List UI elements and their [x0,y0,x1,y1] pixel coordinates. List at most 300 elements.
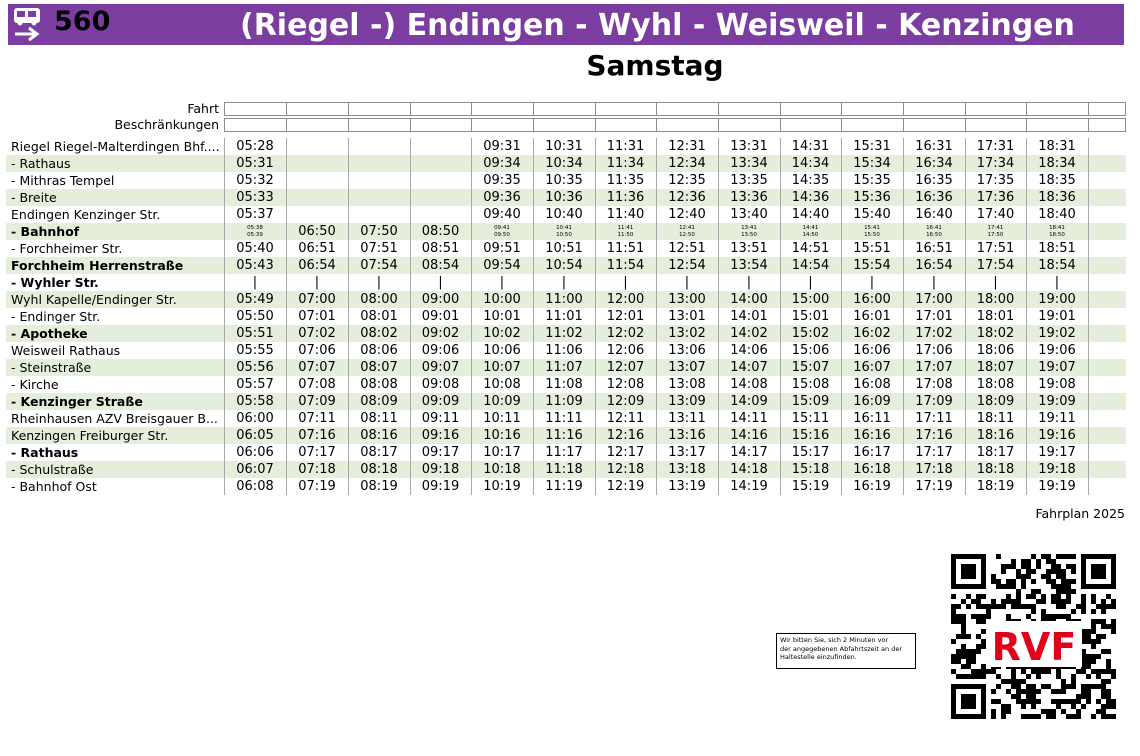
time-cell: 15:18 [791,462,830,477]
time-cell: 08:16 [360,428,398,443]
departure-time: 17:50 [987,231,1004,238]
time-cell: 12:36 [668,190,706,205]
time-cell: 14:02 [730,326,768,341]
time-cell: 19:06 [1038,343,1076,358]
time-cell: 13:35 [730,173,768,188]
time-cell [533,223,595,240]
time-cell: 11:34 [606,156,645,171]
time-cell: 17:06 [915,343,953,358]
time-cell: 07:06 [298,343,336,358]
time-cell: 19:17 [1038,445,1076,460]
time-cell: 13:08 [668,377,706,392]
time-cell: 14:11 [730,411,768,426]
header-cell [286,118,349,132]
stop-name: - Schulstraße [11,462,94,477]
time-cell: 14:09 [730,394,768,409]
time-cell: 06:50 [298,224,336,239]
stop-row [0,189,1140,206]
time-cell: 05:37 [236,207,274,222]
time-cell: 17:11 [915,411,953,426]
time-cell: 18:17 [976,445,1015,460]
time-cell: 12:11 [606,411,645,426]
time-cell: 14:36 [791,190,830,205]
time-cell: 10:34 [545,156,583,171]
time-cell: 11:08 [545,377,583,392]
time-cell: 10:19 [483,479,521,494]
time-cell: 12:16 [606,428,645,443]
stop-name: Weisweil Rathaus [11,343,121,358]
day-label: Samstag [586,49,724,82]
time-cell: 09:06 [421,343,460,358]
time-cell: 12:01 [606,309,645,324]
time-cell: 11:31 [606,139,645,154]
stop-row [0,240,1140,257]
time-cell: 05:51 [236,326,274,341]
time-cell: 08:51 [421,241,460,256]
time-cell: 12:34 [668,156,706,171]
time-cell: 14:00 [730,292,768,307]
stop-name: Forchheim Herrenstraße [11,258,184,273]
column-line [1088,138,1089,495]
time-cell: 06:51 [298,241,336,256]
time-cell: 11:02 [545,326,583,341]
stop-name: Endingen Kenzinger Str. [11,207,161,222]
column-line [965,138,966,495]
time-cell: 13:54 [730,258,768,273]
time-cell: 13:40 [730,207,768,222]
time-cell: 09:08 [421,377,460,392]
departure-time: 14:50 [802,231,819,238]
time-cell: 16:19 [853,479,891,494]
time-cell: 16:07 [853,360,891,375]
time-cell: 10:54 [545,258,583,273]
stop-name: Kenzingen Freiburger Str. [11,428,169,443]
time-cell: 12:35 [668,173,706,188]
time-cell: 08:06 [360,343,398,358]
arrival-time: 10:41 [556,225,572,231]
header-cell [965,102,1027,116]
time-cell: 07:09 [298,394,336,409]
arrival-time: 11:41 [617,225,634,231]
time-cell: 15:00 [791,292,830,307]
time-cell: 06:00 [236,411,274,426]
time-cell: 16:00 [853,292,891,307]
time-cell: 19:18 [1038,462,1076,477]
time-cell: 10:40 [545,207,583,222]
time-cell: 05:32 [236,173,274,188]
time-cell [595,223,656,240]
time-cell: 19:09 [1038,394,1076,409]
header-cell [656,102,719,116]
time-cell: | [252,275,258,290]
time-cell: 07:19 [298,479,336,494]
time-cell: 05:49 [236,292,274,307]
stop-name: - Bahnhof Ost [11,479,97,494]
time-cell: 10:09 [483,394,521,409]
stop-row [0,206,1140,223]
time-cell: 16:08 [853,377,891,392]
header-cell [780,118,842,132]
time-cell [780,223,841,240]
time-cell: 07:11 [298,411,336,426]
time-cell: 10:36 [545,190,583,205]
departure-time: 10:50 [556,231,572,238]
departure-time: 09:50 [494,231,510,238]
time-cell [348,172,410,189]
time-cell: 17:01 [915,309,953,324]
time-cell: 18:00 [976,292,1015,307]
timetable [0,138,1140,495]
time-cell: 13:06 [668,343,706,358]
time-cell: 14:34 [791,156,830,171]
time-cell: 07:18 [298,462,336,477]
header-cell [595,118,657,132]
time-cell: 16:02 [853,326,891,341]
time-cell: 13:09 [668,394,706,409]
header-cell [1088,118,1126,132]
header-cell [533,102,596,116]
time-cell [410,138,471,155]
time-cell: 09:16 [421,428,460,443]
time-cell: 19:08 [1038,377,1076,392]
time-cell: 18:18 [976,462,1015,477]
time-cell: 11:09 [545,394,583,409]
stop-row [0,342,1140,359]
time-cell: 09:01 [421,309,460,324]
time-cell: 09:18 [421,462,460,477]
departure-time: 05:39 [247,231,263,238]
time-cell: 11:19 [545,479,583,494]
header-cell [471,118,534,132]
time-cell: 18:01 [976,309,1015,324]
time-cell: 12:31 [668,139,706,154]
time-cell: 10:07 [483,360,521,375]
arrival-time: 14:41 [802,225,819,231]
time-cell: 07:54 [360,258,398,273]
time-cell: 15:35 [853,173,891,188]
stop-row [0,155,1140,172]
arrival-time: 17:41 [987,225,1004,231]
arrival-time: 16:41 [926,225,942,231]
time-cell: 16:35 [915,173,953,188]
column-line [903,138,904,495]
time-cell: 12:08 [606,377,645,392]
time-cell: 15:08 [791,377,830,392]
time-cell: 11:07 [545,360,583,375]
stop-row [0,410,1140,427]
time-cell: 09:34 [483,156,521,171]
time-cell: 08:09 [360,394,398,409]
time-cell: 16:51 [915,241,953,256]
column-line [1026,138,1027,495]
time-cell: 18:51 [1038,241,1076,256]
time-cell: 10:02 [483,326,521,341]
time-cell: 08:50 [421,224,460,239]
header-cell [595,102,657,116]
bus-icon [12,6,42,42]
time-cell: 11:36 [606,190,645,205]
stop-row [0,172,1140,189]
time-cell: 10:01 [483,309,521,324]
time-cell: 05:50 [236,309,274,324]
time-cell: 10:18 [483,462,521,477]
time-cell: 05:56 [236,360,274,375]
stop-row [0,427,1140,444]
column-line [286,138,287,495]
departure-time: 12:50 [679,231,695,238]
time-cell: 07:51 [360,241,398,256]
header-cell [471,102,534,116]
time-cell: 14:35 [791,173,830,188]
time-cell: 16:31 [915,139,953,154]
time-cell: 17:16 [915,428,953,443]
time-cell: 19:11 [1038,411,1076,426]
arrival-time: 09:41 [494,225,510,231]
time-cell: 11:16 [545,428,583,443]
restrictions-label: Beschränkungen [114,117,219,132]
header-cell [780,102,842,116]
time-cell: 08:18 [360,462,398,477]
time-cell: 09:35 [483,173,521,188]
time-cell: 17:36 [976,190,1015,205]
time-cell: 12:17 [606,445,645,460]
time-cell: 10:51 [545,241,583,256]
time-cell: | [808,275,813,290]
time-cell: | [499,275,505,290]
time-cell: | [1054,275,1060,290]
arrival-time: 13:41 [741,225,757,231]
time-cell: 19:19 [1038,479,1076,494]
column-line [780,138,781,495]
time-cell: 09:00 [421,292,460,307]
time-cell: 19:00 [1038,292,1076,307]
time-cell: 05:57 [236,377,274,392]
time-cell: 15:06 [791,343,830,358]
time-cell: 10:08 [483,377,521,392]
time-cell: 05:33 [236,190,274,205]
stop-name: - Kirche [11,377,59,392]
time-cell: 13:19 [668,479,706,494]
time-cell: 11:11 [545,411,583,426]
stop-name: - Endinger Str. [11,309,101,324]
time-cell: 07:07 [298,360,336,375]
stop-row [0,223,1140,240]
plan-year: Fahrplan 2025 [1035,506,1125,521]
stop-name: - Wyhler Str. [11,275,99,290]
column-line [718,138,719,495]
time-cell: 13:18 [668,462,706,477]
time-cell: 14:17 [730,445,768,460]
column-line [533,138,534,495]
time-cell: 15:09 [791,394,830,409]
time-cell: 16:54 [915,258,953,273]
time-cell: 13:34 [730,156,768,171]
header-cell [410,102,472,116]
time-cell: 13:01 [668,309,706,324]
time-cell [471,223,533,240]
stop-name: Riegel Riegel-Malterdingen Bhf.... [11,139,220,154]
time-cell [1026,223,1088,240]
header-cell [1088,102,1126,116]
time-cell: 12:09 [606,394,645,409]
stop-row [0,444,1140,461]
time-cell: 10:11 [483,411,521,426]
time-cell: 07:00 [298,292,336,307]
time-cell: | [931,275,937,290]
stop-name: - Mithras Tempel [11,173,115,188]
time-cell [348,206,410,223]
trip-row [0,101,1140,117]
time-cell: 12:51 [668,241,706,256]
header-cell [718,118,781,132]
stop-row [0,257,1140,274]
time-cell [410,155,471,172]
time-cell: | [314,275,320,290]
time-cell: 07:02 [298,326,336,341]
stop-name: - Rathaus [11,156,71,171]
time-cell: 10:17 [483,445,521,460]
time-cell: 16:18 [853,462,891,477]
time-cell: 12:54 [668,258,706,273]
time-cell [410,189,471,206]
time-cell: 13:07 [668,360,706,375]
time-cell: 10:35 [545,173,583,188]
departure-time: 13:50 [741,231,757,238]
time-cell [841,223,903,240]
stop-name: - Rathaus [11,445,79,460]
time-cell: | [376,275,382,290]
time-cell: 18:09 [976,394,1015,409]
departure-time: 18:50 [1049,231,1065,238]
time-cell: 10:16 [483,428,521,443]
stop-row [0,393,1140,410]
header-cell [903,118,966,132]
stop-name: - Bahnhof [11,224,80,239]
time-cell: 15:11 [791,411,830,426]
time-cell: 17:07 [915,360,953,375]
time-cell: 12:19 [606,479,645,494]
time-cell: 15:40 [853,207,891,222]
time-cell: 12:40 [668,207,706,222]
time-cell: 09:02 [421,326,460,341]
stop-row [0,359,1140,376]
time-cell [286,206,348,223]
column-line [471,138,472,495]
header-cell [841,118,904,132]
time-cell: 13:00 [668,292,706,307]
stop-name: - Breite [11,190,57,205]
notice-line: der angegebenen Abfahrtszeit an der [780,644,903,653]
stop-row [0,291,1140,308]
rvf-logo: RVF [991,625,1077,669]
time-cell: | [561,275,567,290]
stop-name: Rheinhausen AZV Breisgauer B... [11,411,218,426]
time-cell: 09:19 [421,479,460,494]
time-cell: 12:06 [606,343,645,358]
time-cell: 08:54 [421,258,460,273]
time-cell: 18:16 [976,428,1015,443]
time-cell: 14:18 [730,462,768,477]
stop-row [0,308,1140,325]
time-cell: 08:00 [360,292,398,307]
time-cell: | [684,275,690,290]
column-line [348,138,349,495]
stop-row [0,325,1140,342]
route-title: (Riegel -) Endingen - Wyhl - Weisweil - Kenzingen [240,8,1075,43]
arrival-time: 12:41 [679,225,695,231]
time-cell: 09:54 [483,258,521,273]
time-cell: 14:40 [791,207,830,222]
time-cell [903,223,965,240]
header-cell [348,118,411,132]
time-cell: 19:02 [1038,326,1076,341]
time-cell [410,206,471,223]
time-cell: 18:54 [1038,258,1076,273]
time-cell [286,155,348,172]
header-cell [286,102,349,116]
time-cell [656,223,718,240]
notice-box [776,633,916,669]
time-cell: 05:28 [236,139,274,154]
time-cell [410,172,471,189]
time-cell: 18:06 [976,343,1015,358]
stop-name: - Kenzinger Straße [11,394,143,409]
time-cell: 16:36 [915,190,953,205]
time-cell: 17:09 [915,394,953,409]
time-cell: 15:16 [791,428,830,443]
time-cell: 18:34 [1038,156,1076,171]
time-cell: 07:01 [298,309,336,324]
time-cell: 17:18 [915,462,953,477]
time-cell [348,155,410,172]
time-cell [965,223,1026,240]
header-cell [718,102,781,116]
time-cell: 05:43 [236,258,274,273]
time-cell: 08:07 [360,360,398,375]
time-cell [224,223,286,240]
time-cell: 06:06 [236,445,274,460]
header-cell [903,102,966,116]
column-line [595,138,596,495]
stop-name: - Steinstraße [11,360,92,375]
time-cell: 09:11 [421,411,460,426]
time-cell: 18:35 [1038,173,1076,188]
header-cell [841,102,904,116]
time-cell: 08:02 [360,326,398,341]
time-cell: 15:02 [791,326,830,341]
time-cell: 17:08 [915,377,953,392]
time-cell: 18:40 [1038,207,1076,222]
notice-line: Haltestelle einzufinden. [780,653,857,661]
time-cell [718,223,780,240]
time-cell: 10:31 [545,139,583,154]
time-cell: 11:06 [545,343,583,358]
time-cell: 15:36 [853,190,891,205]
time-cell: 15:01 [791,309,830,324]
time-cell: 11:17 [545,445,583,460]
time-cell: 16:16 [853,428,891,443]
time-cell: 12:02 [606,326,645,341]
column-line [841,138,842,495]
time-cell: 17:34 [976,156,1015,171]
time-cell: 17:51 [976,241,1015,256]
time-cell: 05:58 [236,394,274,409]
time-cell: 12:18 [606,462,645,477]
trip-label: Fahrt [187,101,219,116]
time-cell: 17:35 [976,173,1015,188]
time-cell: 15:19 [791,479,830,494]
restrictions-row [0,117,1140,133]
